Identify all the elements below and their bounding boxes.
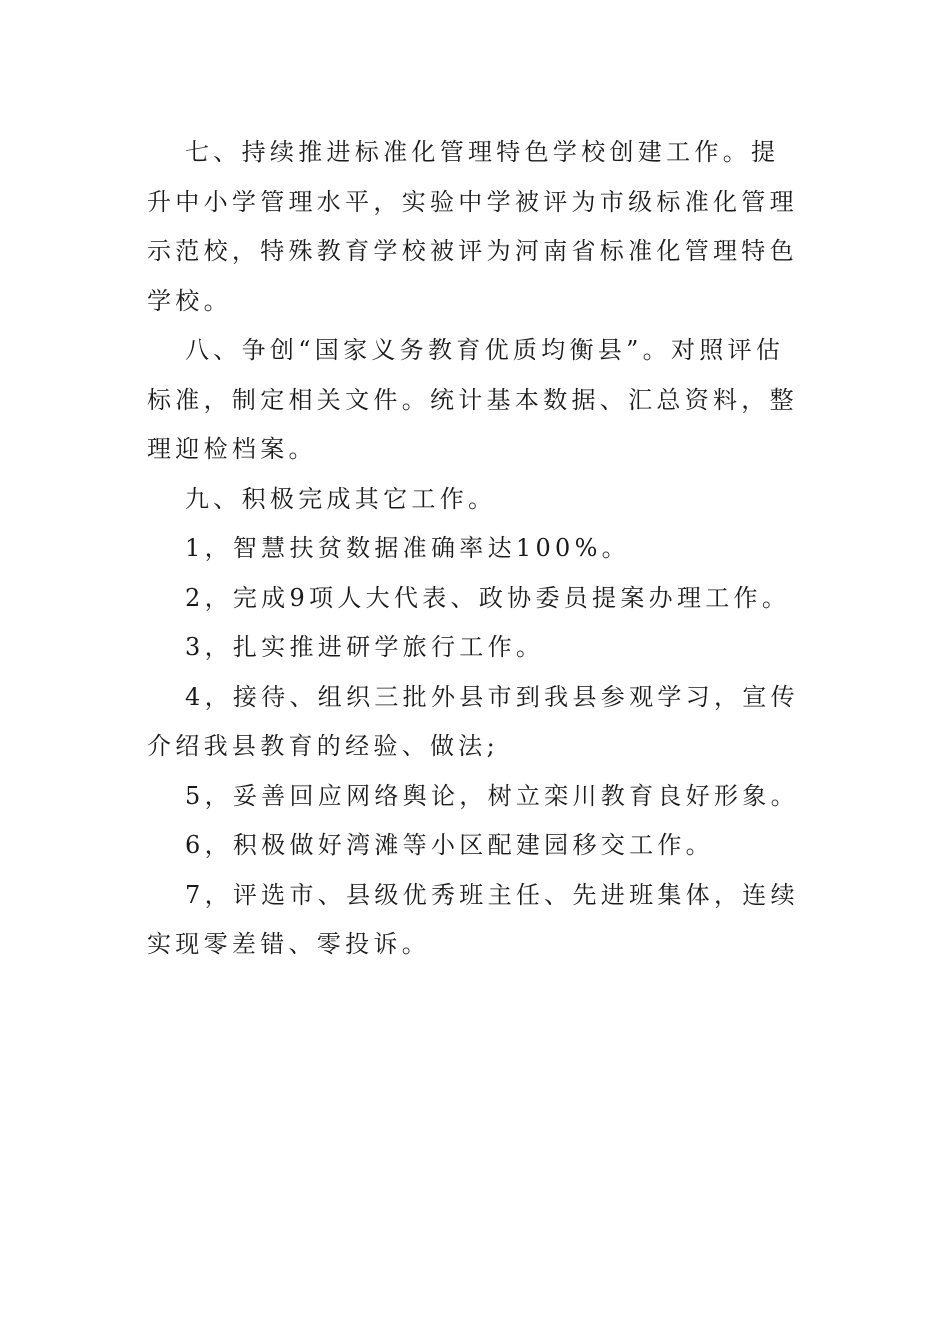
paragraph-item-9: 九、积极完成其它工作。 [185,484,497,513]
sub-item-5: 5，妥善回应网络舆论，树立栾川教育良好形象。 [185,781,799,810]
sub-item-2: 2，完成9项人大代表、政协委员提案办理工作。 [185,583,791,612]
document-body [147,128,807,970]
sub-item-3: 3，扎实推进研学旅行工作。 [185,633,545,661]
sub-item-4: 4，接待、组织三批外县市到我县参观学习，宣传介绍我县教育的经验、做法; [147,682,799,760]
sub-item-7: 7，评选市、县级优秀班主任、先进班集体，连续实现零差错、零投诉。 [147,880,799,958]
sub-item-6: 6，积极做好湾滩等小区配建园移交工作。 [185,831,714,859]
paragraph-item-7: 七、持续推进标准化管理特色学校创建工作。提升中小学管理水平，实验中学被评为市级标准化管理示范校，特殊教育学校被评为河南省标准化管理特色学校。 [147,138,798,315]
sub-item-1: 1，智慧扶贫数据准确率达100%。 [185,534,630,562]
paragraph-item-8: 八、争创“国家义务教育优质均衡县”。对照评估标准，制定相关文件。统计基本数据、汇总资料，整理迎检档案。 [147,336,798,463]
